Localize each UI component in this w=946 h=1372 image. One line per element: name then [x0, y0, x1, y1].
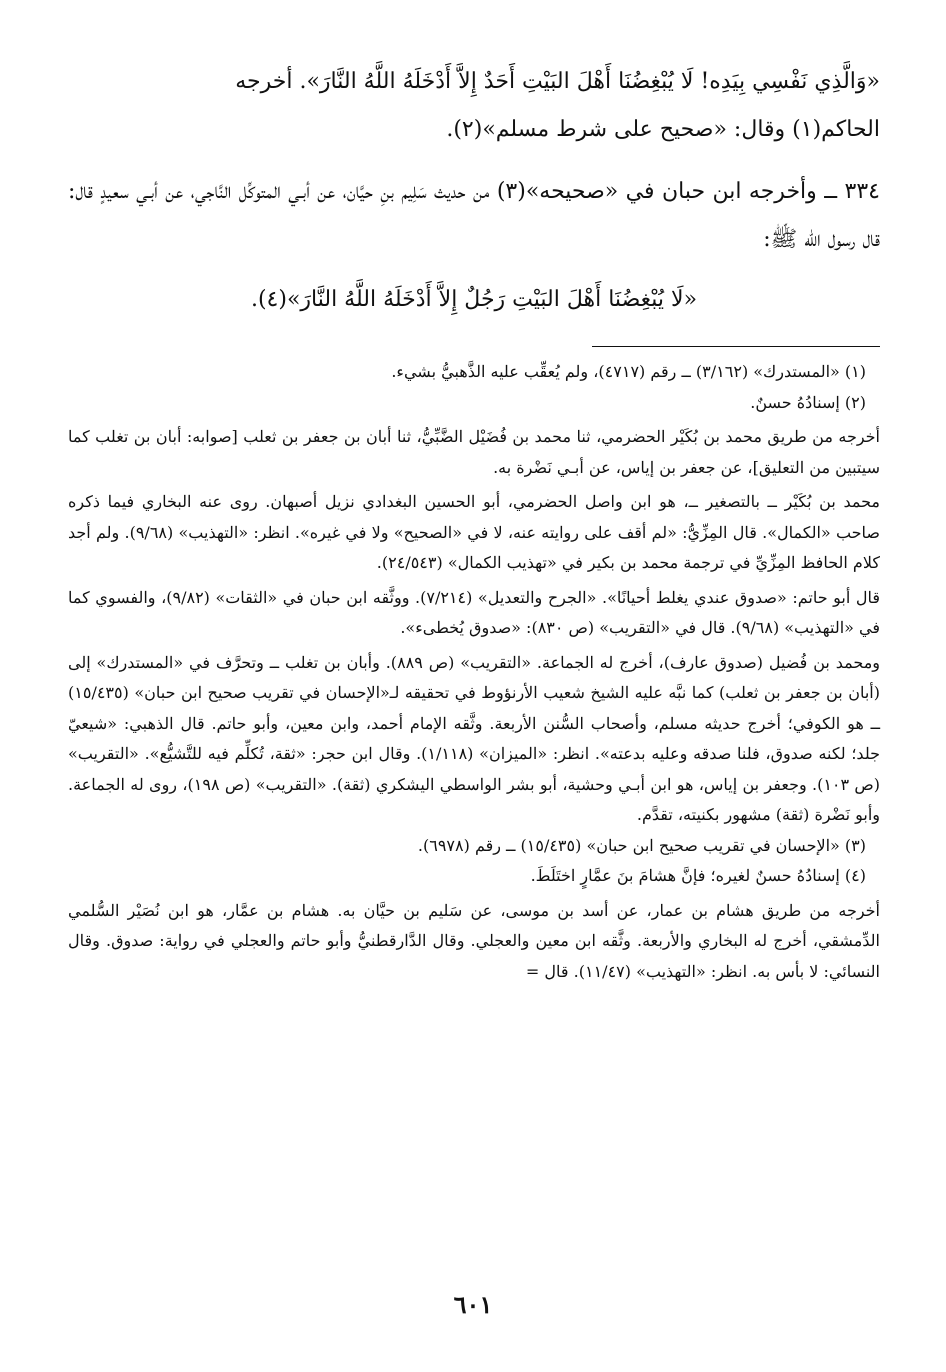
- footnote-4-paragraph-1: أخرجه من طريق هشام بن عمار، عن أسد بن موسى، عن سَليم بن حيَّان به. هشام بن عمَّار، هو ابن نُصَيْر السُّلمي الدِّمشقي، أخرج له البخاري والأربعة. وثَّقه ابن معين والعجلي. وقال الدَّارقطنيُّ وأبو حاتم والعجلي في رواية: صدوق. وقال النسائي: لا بأس به. انظر: «التهذيب» (١١/٤٧). قال =: [68, 900, 880, 981]
- main-line-1: «وَالَّذِي نَفْسِي بِيَدِه! لَا يُبْغِضُنَا أَهْلَ البَيْتِ أَحَدٌ إِلاَّ أَدْخَلَهُ اللَّهُ النَّارَ». أخرجه: [235, 69, 880, 94]
- main-line-2: الحاكم(١) وقال: «صحيح على شرط مسلم»(٢).: [446, 117, 880, 142]
- hadith-334-quote: «لَا يُبْغِضُنَا أَهْلَ البَيْتِ رَجُلٌ إِلاَّ أَدْخَلَهُ اللَّهُ النَّارَ»(٤).: [250, 287, 698, 312]
- footnote-divider: [592, 346, 880, 347]
- main-text: [68, 58, 880, 324]
- footnote-1: (١) «المستدرك» (٣/١٦٢) ــ رقم (٤٧١٧)، ولم يُعقِّب عليه الذَّهبيُّ بشيء.: [391, 362, 866, 381]
- footnote-2-paragraph-2: محمد بن بُكَيْر ــ بالتصغير ــ، هو ابن واصل الحضرمي، أبو الحسين البغدادي نزيل أصبهان. روى عنه البخاري فيما ذكره صاحب «الكمال». قال المِزِّيُّ: «لم أقف على روايته عنه، لا في «الصحيح» ولا في غيره». انظر: «التهذيب» (٩/٦٨). ولم أجد كلام الحافظ المِزِّيِّ في ترجمة محمد بن بكير في «تهذيب الكمال» (٢٤/٥٤٣).: [68, 492, 881, 572]
- footnote-2-paragraph-3: قال أبو حاتم: «صدوق عندي يغلط أحيانًا». «الجرح والتعديل» (٧/٢١٤). ووثَّقه ابن حبان في «الثقات» (٩/٨٢)، والفسوي كما في «التهذيب» (٩/٦٨). قال في «التقريب» (ص ٨٣٠): «صدوق يُخطىء».: [68, 587, 881, 637]
- page-body: [68, 58, 880, 987]
- footnote-2-paragraph-4: ومحمد بن فُضيل (صدوق عارف)، أخرج له الجماعة. «التقريب» (ص ٨٨٩). وأبان بن تغلب ــ وتحرَّف في «المستدرك» إلى (أبان بن جعفر بن ثعلب) كما نبَّه عليه الشيخ شعيب الأرنؤوط في تحقيقه لـ«الإحسان في تقريب صحيح ابن حبان» (١٥/٤٣٥) ــ هو الكوفي؛ أخرج حديثه مسلم، وأصحاب السُّنن الأربعة. وثَّقه الإمام أحمد، وابن معين، وأبو حاتم. قال الذهبي: «شيعيّ جلد؛ لكنه صدوق، فلنا صدقه وعليه بدعته». انظر: «الميزان» (١/١١٨). وقال ابن حجر: «ثقة، تُكلِّم فيه للتَّشيُّع». «التقريب» (ص ١٠٣). وجعفر بن إياس، هو ابن أبـي وحشية، أبو بشر الواسطي اليشكري (ثقة). «التقريب» (ص ١٩٨)، روى له الجماعة. وأبو نَضْرة (ثقة) مشهور بكنيته، تقدَّم.: [68, 652, 881, 824]
- page-number: ٦٠١: [453, 1290, 493, 1319]
- footnote-3: (٣) «الإحسان في تقريب صحيح ابن حبان» (١٥/٤٣٥) ــ رقم (٦٩٧٨).: [417, 835, 866, 855]
- footnotes: [68, 357, 880, 987]
- hadith-334-text: ٣٣٤ ــ وأخرجه ابن حبان في «صحيحه»(٣) من حديث سَلِيم بنِ حيَّان، عن أبـي المتوكِّل النَّاجي، عن أبـي سعيدٍ قال: قال رسول الله ﷺ:: [68, 179, 880, 252]
- footnote-4: (٤) إسنادُهُ حسنٌ لغيره؛ فإنَّ هشامَ بنَ عمَّارٍ اختَلَطَ.: [530, 866, 866, 885]
- footnote-2-paragraph-1: أخرجه من طريق محمد بن بُكَيْر الحضرمي، ثنا محمد بن فُضَيْل الضَّبِّيُّ، ثنا أبان بن جعفر بن ثعلب [صوابه: أبان بن تغلب كما سيتبين من التعليق]، عن جعفر بن إياس، عن أبـي نَضْرة به.: [68, 427, 880, 477]
- footnote-2: (٢) إسنادُهُ حسنٌ.: [750, 392, 866, 412]
